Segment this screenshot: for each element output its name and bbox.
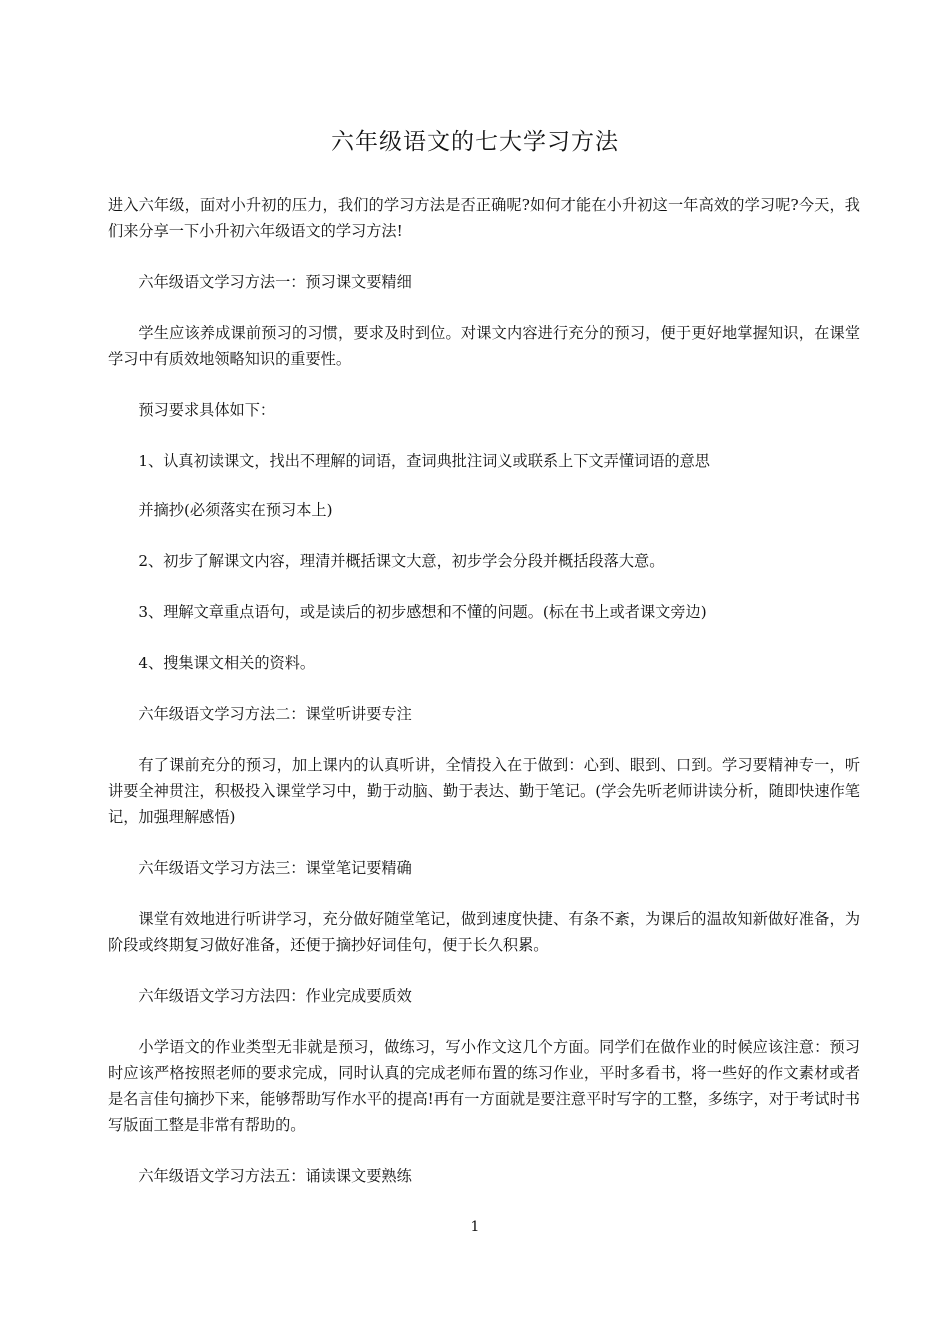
document-title: 六年级语文的七大学习方法 <box>331 129 619 155</box>
page-number: 1 <box>470 1219 480 1235</box>
method-5-heading: 六年级语文学习方法五：诵读课文要熟练 <box>138 1167 412 1185</box>
method-1-heading: 六年级语文学习方法一：预习课文要精细 <box>138 273 412 291</box>
method-3-heading: 六年级语文学习方法三：课堂笔记要精确 <box>138 859 412 877</box>
preview-requirement-1-continued: 并摘抄(必须落实在预习本上) <box>138 501 333 519</box>
preview-requirement-3: 3、理解文章重点语句，或是读后的初步感想和不懂的问题。(标在书上或者课文旁边) <box>138 603 707 621</box>
method-2-paragraph: 有了课前充分的预习，加上课内的认真听讲，全情投入在于做到：心到、眼到、口到。学习要精神专一，听讲要全神贯注，积极投入课堂学习中，勤于动脑、勤于表达、勤于笔记。(学会先听老师讲读分析，随即快速作笔记，加强理解感悟) <box>108 756 860 826</box>
method-4-paragraph: 小学语文的作业类型无非就是预习，做练习，写小作文这几个方面。同学们在做作业的时候应该注意：预习时应该严格按照老师的要求完成，同时认真的完成老师布置的练习作业，平时多看书，将一些好的作文素材或者是名言佳句摘抄下来，能够帮助写作水平的提高!再有一方面就是要注意平时写字的工整，多练字，对于考试时书写版面工整是非常有帮助的。 <box>108 1038 860 1134</box>
preview-requirement-4: 4、搜集课文相关的资料。 <box>138 654 316 672</box>
preview-requirement-2: 2、初步了解课文内容，理清并概括课文大意，初步学会分段并概括段落大意。 <box>138 552 665 570</box>
preview-requirement-1: 1、认真初读课文，找出不理解的词语，查词典批注词义或联系上下文弄懂词语的意思 <box>138 452 710 470</box>
intro-paragraph: 进入六年级，面对小升初的压力，我们的学习方法是否正确呢?如何才能在小升初这一年高效的学习呢?今天，我们来分享一下小升初六年级语文的学习方法! <box>108 196 860 240</box>
preview-requirements-heading: 预习要求具体如下： <box>138 401 276 419</box>
method-1-paragraph: 学生应该养成课前预习的习惯，要求及时到位。对课文内容进行充分的预习，便于更好地掌握知识，在课堂学习中有质效地领略知识的重要性。 <box>108 324 860 368</box>
method-4-heading: 六年级语文学习方法四：作业完成要质效 <box>138 987 412 1005</box>
method-3-paragraph: 课堂有效地进行听讲学习，充分做好随堂笔记，做到速度快捷、有条不紊，为课后的温故知新做好准备，为阶段或终期复习做好准备，还便于摘抄好词佳句，便于长久积累。 <box>108 910 860 954</box>
document-body <box>108 192 860 1189</box>
method-2-heading: 六年级语文学习方法二：课堂听讲要专注 <box>138 705 412 723</box>
